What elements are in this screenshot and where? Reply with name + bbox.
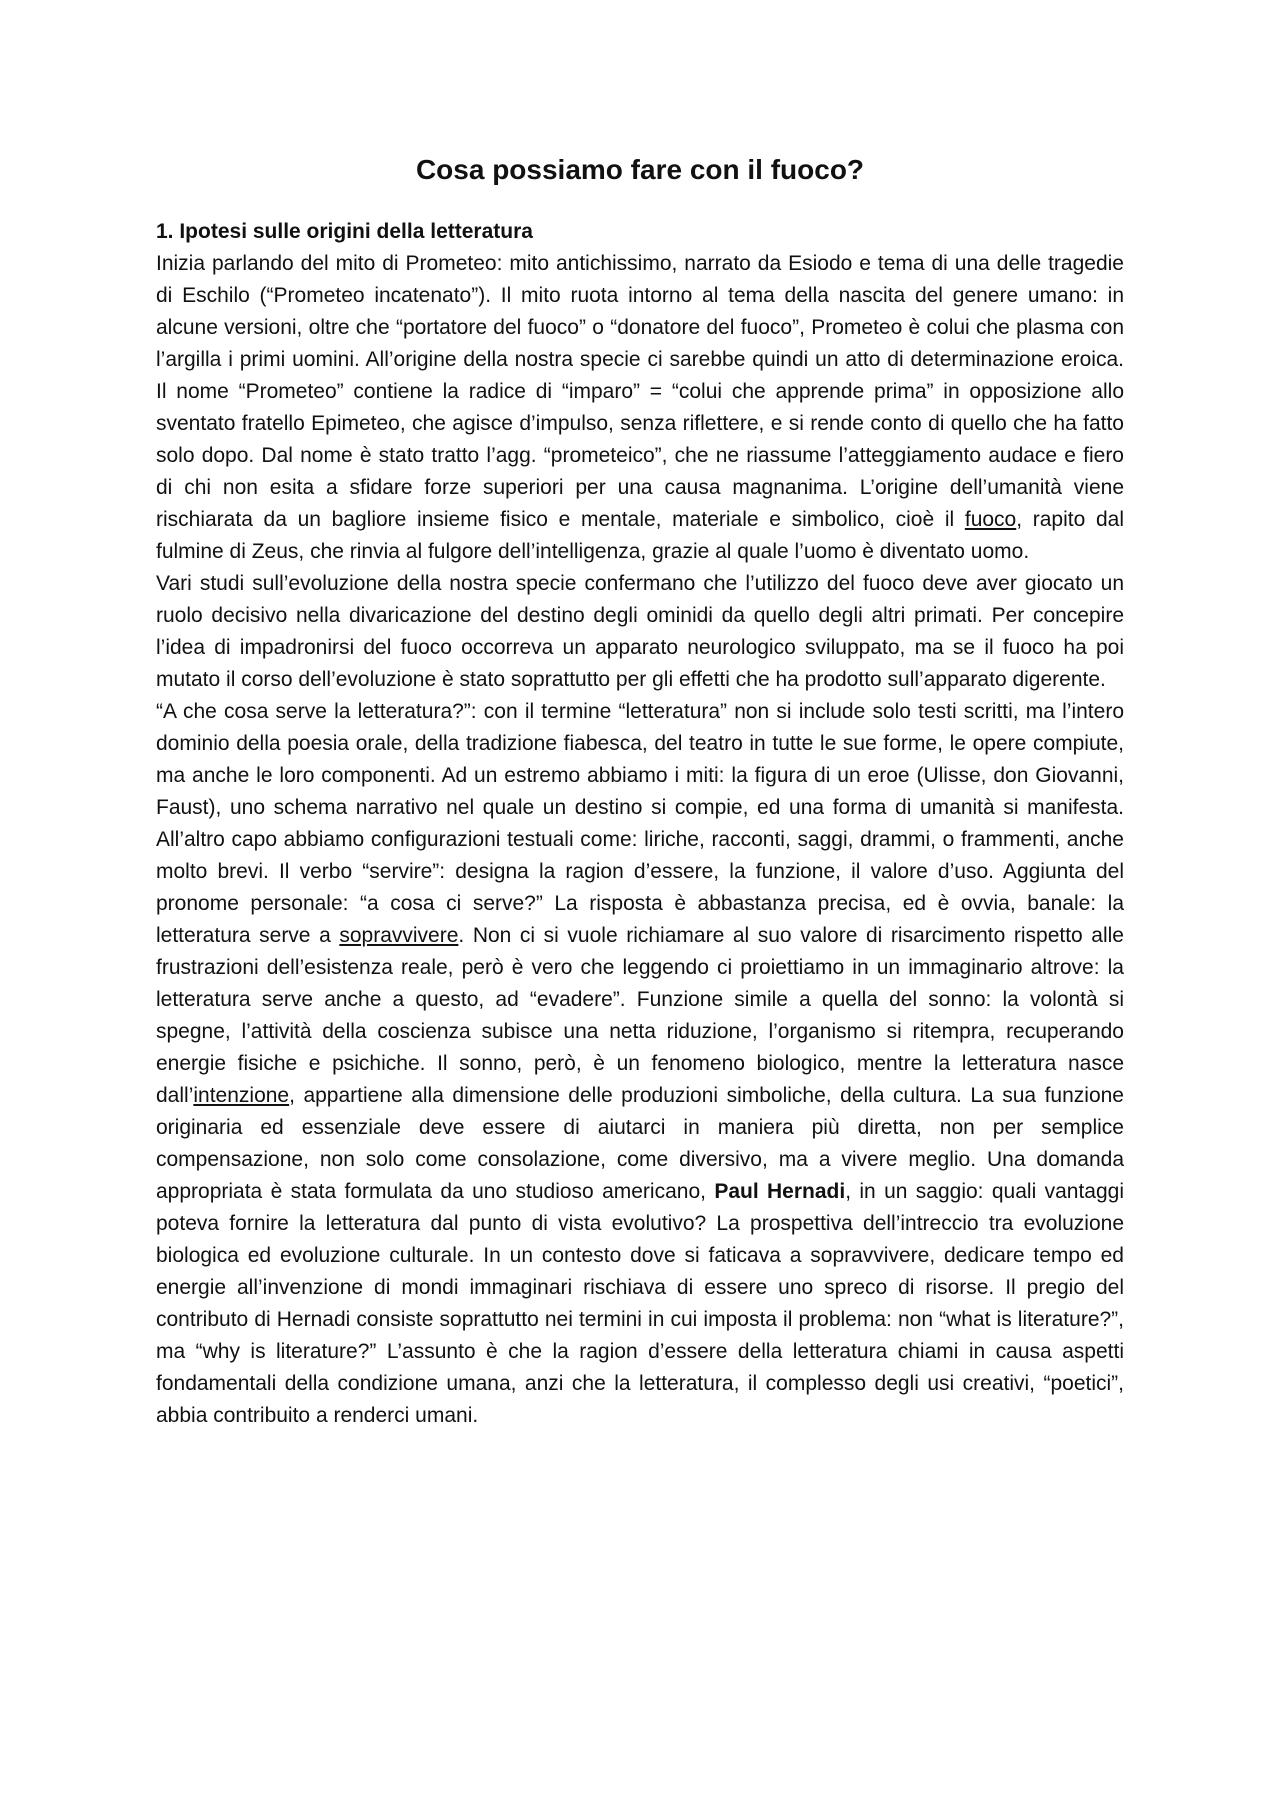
underlined-term-intenzione: intenzione — [193, 1084, 290, 1107]
paragraph-text: , rapito dal fulmine di Zeus, che rinvia al fulgore dell’intelligenza, grazie al quale l’uomo è diventato uomo. — [156, 508, 1124, 563]
paragraph-text: , appartiene alla dimensione delle produzioni simboliche, della cultura. La sua funzione originaria ed essenziale deve essere di aiutarci in maniera più diretta, non per semplice compensazione, non solo come consolazione, come diversivo, ma a vivere meglio. Una domanda appropriata è stata formulata da uno studioso americano, — [156, 1084, 1124, 1203]
underlined-term-fuoco: fuoco — [964, 508, 1017, 531]
paragraph-text: “A che cosa serve la letteratura?”: con il termine “letteratura” non si include solo testi scritti, ma l’intero dominio della poesia orale, della tradizione fiabesca, del teatro in tutte le sue forme, le opere compiute, ma anche le loro componenti. Ad un estremo abbiamo i miti: la figura di un eroe (Ulisse, don Giovanni, Faust), uno schema narrativo nel quale un destino si compie, ed una forma di umanità si manifesta. All’altro capo abbiamo configurazioni testuali come: liriche, racconti, saggi, drammi, o frammenti, anche molto brevi. Il verbo “servire”: designa la ragion d’essere, la funzione, il valore d’uso. Aggiunta del pronome personale: “a cosa ci serve?” La risposta è abbastanza precisa, ed è ovvia, banale: la letteratura serve a — [156, 700, 1124, 947]
page-title: Cosa possiamo fare con il fuoco? — [415, 154, 865, 185]
paragraph-text: . Non ci si vuole richiamare al suo valore di risarcimento rispetto alle frustrazioni dell’esistenza reale, però è vero che leggendo ci proiettiamo in un immaginario altrove: la letteratura serve anche a questo, ad “evadere”. Funzione simile a quella del sonno: la volontà si spegne, l’attività della coscienza subisce una netta riduzione, l’organismo si ritempra, recuperando energie fisiche e psichiche. Il sonno, però, è un fenomeno biologico, mentre la letteratura nasce dall’ — [156, 924, 1124, 1107]
underlined-term-sopravvivere: sopravvivere — [339, 924, 459, 947]
paragraph-letteratura — [156, 696, 1124, 1432]
paragraph-prometeo — [156, 248, 1124, 568]
section-heading: 1. Ipotesi sulle origini della letteratura — [156, 220, 533, 243]
document-page — [156, 152, 1124, 1432]
bold-name-hernadi: Paul Hernadi — [714, 1180, 846, 1203]
paragraph-text: Vari studi sull’evoluzione della nostra specie confermano che l’utilizzo del fuoco deve aver giocato un ruolo decisivo nella divaricazione del destino degli ominidi da quello degli altri primati. Per concepire l’idea di impadronirsi del fuoco occorreva un apparato neurologico sviluppato, ma se il fuoco ha poi mutato il corso dell’evoluzione è stato soprattutto per gli effetti che ha prodotto sull’apparato digerente. — [156, 572, 1124, 691]
paragraph-evoluzione — [156, 568, 1124, 696]
paragraph-text: , in un saggio: quali vantaggi poteva fornire la letteratura dal punto di vista evolutivo? La prospettiva dell’intreccio tra evoluzione biologica ed evoluzione culturale. In un contesto dove si faticava a sopravvivere, dedicare tempo ed energie all’invenzione di mondi immaginari rischiava di essere uno spreco di risorse. Il pregio del contributo di Hernadi consiste soprattutto nei termini in cui imposta il problema: non “what is literature?”, ma “why is literature?” L’assunto è che la ragion d’essere della letteratura chiami in causa aspetti fondamentali della condizione umana, anzi che la letteratura, il complesso degli usi creativi, “poetici”, abbia contribuito a renderci umani. — [156, 1180, 1124, 1427]
paragraph-text: Inizia parlando del mito di Prometeo: mito antichissimo, narrato da Esiodo e tema di una delle tragedie di Eschilo (“Prometeo incatenato”). Il mito ruota intorno al tema della nascita del genere umano: in alcune versioni, oltre che “portatore del fuoco” o “donatore del fuoco”, Prometeo è colui che plasma con l’argilla i primi uomini. All’origine della nostra specie ci sarebbe quindi un atto di determinazione eroica. Il nome “Prometeo” contiene la radice di “imparo” = “colui che apprende prima” in opposizione allo sventato fratello Epimeteo, che agisce d’impulso, senza riflettere, e si rende conto di quello che ha fatto solo dopo. Dal nome è stato tratto l’agg. “prometeico”, che ne riassume l’atteggiamento audace e fiero di chi non esita a sfidare forze superiori per una causa magnanima. L’origine dell’umanità viene rischiarata da un bagliore insieme fisico e mentale, materiale e simbolico, cioè il — [156, 252, 1124, 531]
